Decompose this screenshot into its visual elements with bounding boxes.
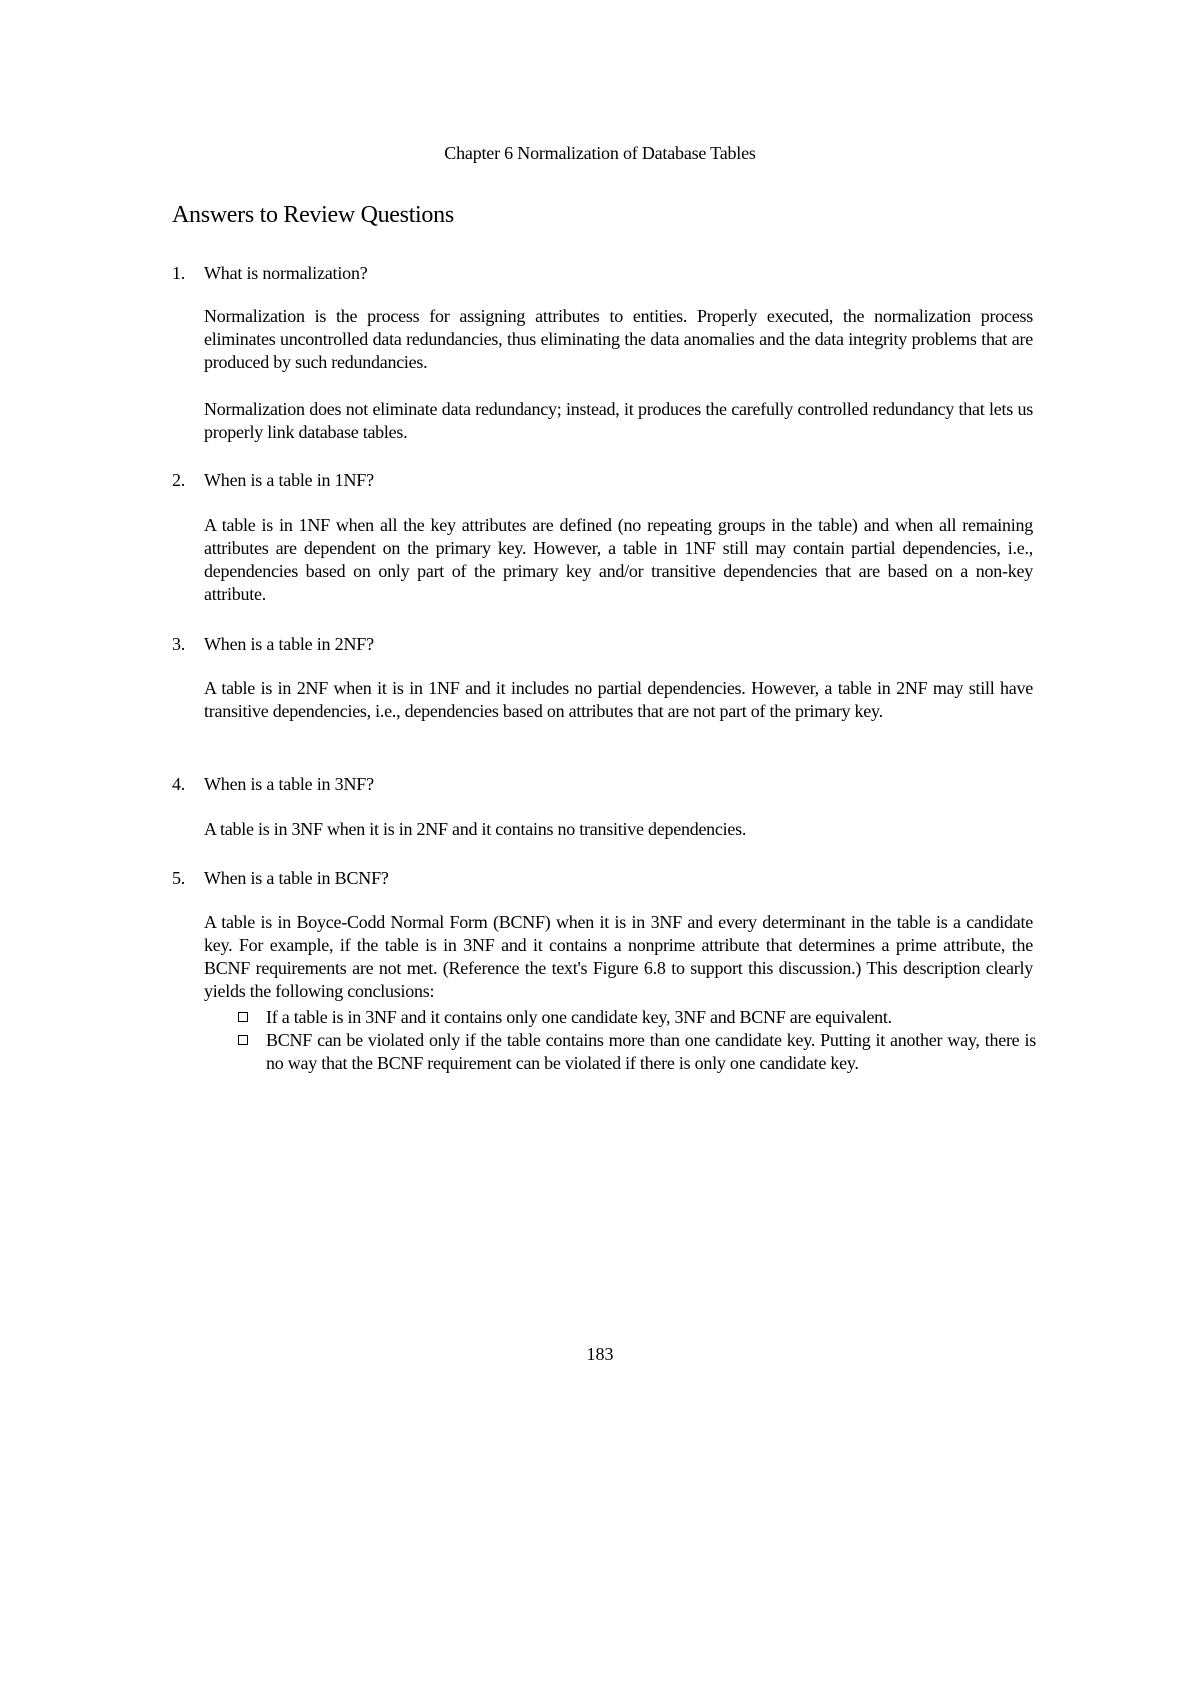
answer-paragraph: A table is in 3NF when it is in 2NF and it contains no transitive dependencies.: [204, 819, 747, 839]
page-number: 183: [586, 1344, 614, 1364]
question-text: What is normalization?: [204, 263, 368, 283]
checkbox-bullet-icon: [238, 1035, 248, 1045]
conclusion-list: [236, 1006, 1036, 1075]
question-number: 3.: [172, 634, 186, 654]
answer-paragraph: A table is in Boyce-Codd Normal Form (BCNF) when it is in 3NF and every determinant in the table is a candidate key. For example, if the table is in 3NF and it contains a nonprime attribute that determines a prime attribute, the BCNF requirements are not met. (Reference the text's Figure 6.8 to support this discussion.) This description clearly yields the following conclusions:: [204, 912, 1033, 1001]
question-number: 1.: [172, 263, 186, 283]
section-title: Answers to Review Questions: [172, 202, 454, 228]
running-head: Chapter 6 Normalization of Database Tables: [444, 143, 756, 163]
list-item-text: If a table is in 3NF and it contains only one candidate key, 3NF and BCNF are equivalent.: [266, 1007, 892, 1027]
question-text: When is a table in 2NF?: [204, 634, 374, 654]
list-item-text: BCNF can be violated only if the table contains more than one candidate key. Putting it another way, there is no way that the BCNF requirement can be violated if there is only one candidate key.: [266, 1030, 1036, 1073]
question-text: When is a table in 3NF?: [204, 774, 374, 794]
answer-paragraph: A table is in 1NF when all the key attributes are defined (no repeating groups in the table) and when all remaining attributes are dependent on the primary key. However, a table in 1NF still may contain partial dependencies, i.e., dependencies based on only part of the primary key and/or transitive dependencies that are based on a non-key attribute.: [204, 515, 1033, 604]
answer-paragraph: Normalization is the process for assigning attributes to entities. Properly executed, the normalization process eliminates uncontrolled data redundancies, thus eliminating the data anomalies and the data integrity problems that are produced by such redundancies.: [204, 306, 1033, 372]
question-5: [172, 868, 389, 889]
list-item: [236, 1029, 1036, 1075]
list-item: [236, 1006, 1036, 1029]
question-4: [172, 774, 374, 795]
question-number: 4.: [172, 774, 186, 794]
answer-paragraph: A table is in 2NF when it is in 1NF and it includes no partial dependencies. However, a table in 2NF may still have transitive dependencies, i.e., dependencies based on attributes that are not part of the primary key.: [204, 678, 1033, 721]
question-3: [172, 634, 374, 655]
question-text: When is a table in BCNF?: [204, 868, 389, 888]
question-1: [172, 263, 368, 284]
question-text: When is a table in 1NF?: [204, 470, 374, 490]
question-number: 2.: [172, 470, 186, 490]
question-number: 5.: [172, 868, 186, 888]
question-2: [172, 470, 374, 491]
answer-paragraph: Normalization does not eliminate data redundancy; instead, it produces the carefully controlled redundancy that lets us properly link database tables.: [204, 399, 1033, 442]
checkbox-bullet-icon: [238, 1012, 248, 1022]
